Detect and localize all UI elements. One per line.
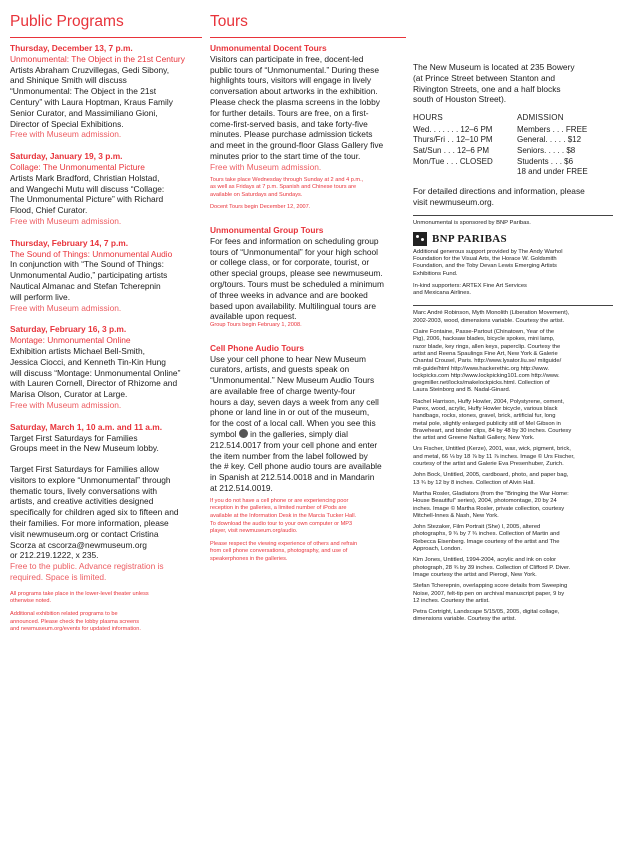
hours-heading: HOURS (413, 113, 443, 123)
text-line: courtesy of the artist and Galerie Eva Presenhuber, Zurich. (413, 461, 564, 468)
section-divider (210, 37, 406, 38)
text-line: Foundation, and the Toby Devan Lewis Emerging Artists (413, 263, 557, 270)
text-line: Mitchell-Innes & Nash, New York. (413, 512, 499, 519)
credit-entry (413, 524, 613, 553)
text-line: Tours take place Wednesday through Sunday at 2 and 4 p.m., (210, 176, 364, 183)
text-line: are available free of charge twenty-four (210, 385, 356, 396)
event-item (10, 151, 202, 233)
bnp-paribas-logo-icon (413, 232, 427, 246)
audio-tours-section (210, 343, 406, 564)
text-line: for the cost of a local call. When you see this (210, 418, 376, 429)
text-line: speakerphones in the galleries. (210, 556, 288, 563)
docent-tours-section (210, 43, 406, 212)
text-line: Senior Curator, and Massimiliano Gioni, (10, 107, 158, 118)
text-line: (at Prince Street between Stanton and (413, 72, 555, 83)
text-line: Pig), 2006, hacksaw blades, bicycle spokes, mini lamp, (413, 336, 555, 343)
text-line: artist and Reena Spaulings Fine Art, New York & Galerie (413, 350, 558, 357)
programs-footer (10, 591, 202, 634)
text-line: Additional generous support provided by The Andy Warhol (413, 248, 563, 255)
event-item (10, 43, 202, 146)
text-line: and metal, 66 ⅛ by 18 ⅞ by 11 ⅞ inches. Image © Urs Fischer, (413, 453, 575, 460)
text-line: For fees and information on scheduling group (210, 235, 379, 246)
text-line: Urs Fischer, Untitled (Kerze), 2001, wax, wick, pigment, brick, (413, 446, 571, 453)
text-line: Image courtesy the artist and Pierogi, New York. (413, 571, 537, 578)
text-line: Group Tours begin February 1, 2008. (210, 322, 302, 329)
text-line: will discuss “Montage: Unmonumental Online” (10, 367, 181, 378)
text-line: Groups meet in the New Museum lobby. (10, 443, 159, 454)
text-line: required. Space is limited. (10, 572, 107, 583)
admission-row: Members . . . FREE (517, 124, 588, 134)
event-title: Collage: The Unmonumental Picture (10, 161, 145, 172)
event-description (10, 173, 202, 216)
admission-row: Students . . . $6 (517, 156, 574, 166)
text-line: player, visit newmuseum.org/audio. (210, 528, 298, 535)
text-line: Parex, wood, acrylic, Huffy Howler bicycle, various black (413, 405, 558, 412)
text-line: 12 inches. Courtesy the artist. (413, 597, 490, 604)
docent-tours-text (210, 54, 406, 162)
text-line: Martha Rosler, Gladiators (from the “Bringing the War Home: (413, 490, 569, 497)
sponsor-name: BNP PARIBAS (432, 232, 507, 245)
admission-row: General. . . . . $12 (517, 135, 582, 145)
docent-tours-schedule (210, 177, 406, 212)
text-line: Additional exhibition related programs to be (10, 611, 118, 618)
text-line: Approach, London. (413, 546, 462, 553)
admission-heading: ADMISSION (517, 113, 564, 123)
audio-tours-text (210, 354, 406, 494)
text-line: photographs, 9 ¾ by 7 ¾ inches. Collection of Martin and (413, 531, 560, 538)
text-line: All programs take place in the lower-level theater unless (10, 590, 149, 597)
credit-entry (413, 491, 613, 520)
text-line: artists, and creative activities designed (10, 496, 154, 507)
text-line: Please respect the viewing experience of others and refrain (210, 540, 358, 547)
text-line: inches. Image © Martha Rosler, private collection, courtesy (413, 505, 565, 512)
text-line: Please check the plasma screens in the lobby (210, 96, 380, 107)
text-line: Marc André Robinson, Myth Monolith (Liberation Movement), (413, 310, 570, 317)
families-description (10, 464, 202, 561)
text-line: available on Saturdays and Sundays. (210, 191, 303, 198)
text-line: Scorza at cscorza@newmuseum.org (10, 539, 147, 550)
directions-text (413, 186, 613, 208)
support-credits (413, 249, 613, 298)
text-line: tours of “Unmonumental” for your high school (210, 246, 379, 257)
text-line: dimensions variable. Courtesy the artist. (413, 616, 517, 623)
text-line: come-first-served basis, and take forty-five (210, 118, 368, 129)
text-line: minutes prior to the start time of the tour. (210, 150, 361, 161)
audio-tours-heading: Cell Phone Audio Tours (210, 342, 304, 353)
group-tours-text (210, 236, 406, 322)
text-line: at 212.514.0019. (210, 483, 273, 494)
sponsor-logo (413, 232, 613, 246)
text-line: Stefan Tcherepnin, overlapping score details from Sweeping (413, 583, 568, 590)
text-line: will perform live. (10, 291, 71, 302)
text-line: Rachel Harrison, Huffy Howler, 2004, Polystyrene, cement, (413, 398, 565, 405)
text-line: Flood, Chief Curator. (10, 205, 88, 216)
credit-entry (413, 472, 613, 487)
event-title: Unmonumental: The Object in the 21st Century (10, 53, 185, 64)
text-line: available at the Information Desk in the Marcia Tucker Hall. (210, 513, 357, 520)
credit-entry (413, 329, 613, 395)
text-line: Free to the public. Advance registration is (10, 561, 164, 572)
text-line: Kim Jones, Untitled, 1994-2004, acrylic and ink on color (413, 557, 557, 564)
event-title: Montage: Unmonumental Online (10, 335, 131, 346)
text-line: lockpicks.com http://www.lockpicking101.com http://www. (413, 372, 560, 379)
text-line: Exhibitions Fund. (413, 270, 458, 277)
text-line: org/tours. Tours must be scheduled a minimum (210, 278, 384, 289)
text-line: Noise, 2007, felt-tip pen on archival manuscript paper, 9 by (413, 590, 565, 597)
credit-entry (413, 583, 613, 605)
text-line: In-kind supporters: ARTEX Fine Art Services (413, 282, 527, 289)
event-list (10, 43, 202, 460)
text-line: minutes. Please purchase admission tickets (210, 129, 373, 140)
event-note: Free with Museum admission. (10, 215, 122, 226)
public-programs-title: Public Programs (10, 13, 124, 30)
text-line: public tours of “Unmonumental.” During these (210, 64, 379, 75)
families-note (10, 561, 202, 583)
text-line: highlights tours, visitors will engage in lively (210, 75, 372, 86)
sponsor-line: Unmonumental is sponsored by BNP Paribas. (413, 220, 531, 227)
text-line: phone or land line in or out of the museum, (210, 407, 370, 418)
text-line: “Unmonumental: The Object in the 21st (10, 86, 157, 97)
event-title: The Sound of Things: Unmonumental Audio (10, 248, 173, 259)
event-description (10, 433, 202, 455)
event-description (10, 259, 202, 302)
text-line: specifically for children aged six to fifteen and (10, 507, 179, 518)
text-line: To download the audio tour to your own computer or MP3 (210, 520, 353, 527)
text-line: visitors to explore “Unmonumental” through (10, 474, 171, 485)
event-date: Saturday, February 16, 3 p.m. (10, 324, 127, 335)
text-line: John Stezaker, Film Portrait (She) I, 2005, altered (413, 524, 541, 531)
text-line: The New Museum is located at 235 Bowery (413, 62, 575, 72)
text-line: visit newmuseum.org. (413, 196, 494, 207)
text-line: conversation about artworks in the exhibition. (210, 86, 378, 97)
public-programs-column (10, 0, 202, 634)
event-date: Thursday, February 14, 7 p.m. (10, 237, 129, 248)
text-line: Marisa Olson, Curator at Large. (10, 389, 128, 400)
event-date: Thursday, December 13, 7 p.m. (10, 43, 133, 53)
text-line: the item number from the label followed by (210, 450, 368, 461)
hours-row: Mon/Tue . . . CLOSED (413, 156, 493, 166)
text-line: otherwise noted. (10, 598, 52, 605)
text-line: and Shinique Smith will discuss (10, 75, 127, 86)
cell-phone-symbol-icon (239, 429, 248, 438)
info-column (413, 62, 613, 628)
text-line: Docent Tours begin December 12, 2007. (210, 204, 311, 211)
text-line: from cell phone conversations, photography, and use of (210, 548, 348, 555)
event-item (10, 422, 202, 460)
text-line: Rivington Streets, one and a half blocks (413, 83, 561, 94)
text-line: their families. For more information, please (10, 518, 169, 529)
text-line: “Unmonumental.” New Museum Audio Tours (210, 375, 375, 386)
event-item (10, 324, 202, 416)
docent-tours-heading: Unmonumental Docent Tours (210, 43, 327, 53)
text-line: available upon request. (210, 311, 297, 322)
event-description (10, 65, 202, 130)
tours-column (210, 0, 406, 564)
group-tours-start (210, 322, 406, 330)
text-line: Century” with Laura Hoptman, Kraus Family (10, 96, 173, 107)
image-credits (413, 310, 613, 623)
text-line: south of Houston Street). (413, 94, 507, 105)
text-line: with Lauren Cornell, Director of Rhizome and (10, 378, 178, 389)
text-line: handbags, rocks, stones, gravel, brick, artificial fur, long (413, 413, 556, 420)
text-line: 212.514.0017 from your cell phone and enter (210, 439, 378, 450)
event-date: Saturday, January 19, 3 p.m. (10, 151, 123, 162)
docent-tours-note: Free with Museum admission. (210, 161, 322, 172)
event-date: Saturday, March 1, 10 a.m. and 11 a.m. (10, 421, 163, 432)
text-line: 2002-2003, wood, dimensions variable. Courtesy the artist. (413, 317, 565, 324)
text-line: the artist and Greene Naftali Gallery, New York. (413, 435, 535, 442)
museum-location (413, 62, 613, 105)
text-fragment: in the galleries, simply dial (247, 429, 348, 440)
text-line (210, 429, 406, 440)
text-line: Jessica Ciocci, and Kenneth Tin-Kin Hung (10, 356, 166, 367)
text-line: For detailed directions and information, please (413, 185, 585, 196)
text-line: reception in the galleries, a limited number of iPods are (210, 505, 347, 512)
text-line: Nautical Almanac and Stefan Tcherepnin (10, 280, 161, 291)
event-item (10, 238, 202, 320)
event-note: Free with Museum admission. (10, 129, 122, 140)
text-line: metal pole, slightly enlarged publicity still of Mel Gibson in (413, 420, 561, 427)
text-line: In conjunction with “The Sound of Things: (10, 259, 164, 270)
text-line: in Spanish at 212.514.0018 and in Mandarin (210, 472, 375, 483)
text-line: and Wangechi Mutu will discuss “Collage: (10, 183, 165, 194)
text-line: visit newmuseum.org or contact Cristina (10, 528, 159, 539)
credit-entry (413, 446, 613, 468)
text-line: Claire Fontaine, Passe-Partout (Chinatown, Year of the (413, 329, 555, 336)
text-line: of three weeks in advance and are booked (210, 289, 368, 300)
text-line: razor blade, key rings, allen keys, paperclip. Courtesy the (413, 343, 561, 350)
text-line: announced. Please check the lobby plasma screens (10, 618, 140, 625)
hours-list (413, 125, 509, 167)
text-line: curators, artists, and guests speak on (210, 364, 350, 375)
credit-entry (413, 310, 613, 325)
text-line: Artists Abraham Cruzvillegas, Gedi Sibony, (10, 64, 170, 75)
text-line: Petra Cortright, Landscape 5/15/05, 2005, digital collage, (413, 609, 560, 616)
admission-list (517, 125, 613, 178)
text-line: thematic tours, lively conversations with (10, 485, 158, 496)
text-line: or college class, or for corporate, tourist, or (210, 257, 370, 268)
hours-row: Sat/Sun . . . 12–6 PM (413, 145, 490, 155)
text-line: gregmiller.net/locks/makelockpicks.html. Collection of (413, 380, 550, 387)
tours-title: Tours (210, 13, 248, 30)
text-line: and meet in the ground-floor Glass Gallery five (210, 140, 384, 151)
text-line: Laura Steinborg and B. Nadal-Ginard. (413, 387, 511, 394)
text-line: Foundation for the Visual Arts, the Horace W. Goldsmith (413, 255, 557, 262)
text-line: other special groups, please see newmuseum. (210, 268, 383, 279)
text-line: House Beautiful” series), 2004, photomontage, 20 by 24 (413, 498, 557, 505)
hours-row: Wed. . . . . . . 12–6 PM (413, 124, 493, 134)
event-note: Free with Museum admission. (10, 302, 122, 313)
audio-tours-notes (210, 498, 406, 564)
event-description (10, 346, 202, 400)
text-line: The Unmonumental Picture” with Richard (10, 194, 164, 205)
event-note: Free with Museum admission. (10, 399, 122, 410)
text-line: as well as Fridays at 7 p.m. Spanish and Chinese tours are (210, 184, 357, 191)
text-line: Braveheart, and binder clips, 84 by 48 by 30 inches. Courtesy (413, 427, 572, 434)
text-line: Exhibition artists Michael Bell-Smith, (10, 345, 145, 356)
text-line: or 212.219.1222, x 235. (10, 550, 99, 561)
credit-entry (413, 557, 613, 579)
text-line: Visitors can participate in free, docent-led (210, 53, 364, 64)
text-line: John Bock, Untitled, 2005, cardboard, photo, and paper bag, (413, 472, 569, 479)
text-line: Rebecca Eisenberg. Image courtesy of the artist and The (413, 538, 560, 545)
credit-entry (413, 399, 613, 443)
group-tours-section (210, 225, 406, 330)
hours-row: Thurs/Fri . . 12–10 PM (413, 135, 493, 145)
text-line: for further details. Tours are free, on a first- (210, 107, 369, 118)
text-fragment: symbol (210, 429, 239, 440)
text-line: If you do not have a cell phone or are experiencing poor (210, 497, 349, 504)
admission-row: Seniors. . . . . $8 (517, 145, 576, 155)
text-line: and Mexicana Airlines. (413, 290, 471, 297)
admission-row: 18 and under FREE (517, 167, 588, 177)
text-line: mit-guide/html http://www.hackerethic.org http://www. (413, 365, 549, 372)
credit-entry (413, 609, 613, 624)
text-line: based upon availability. Multilingual tours are (210, 300, 377, 311)
hours-admission-table (413, 113, 613, 178)
text-line: Target First Saturdays for Families (10, 432, 138, 443)
text-line: and newmuseum.org/events for updated information. (10, 626, 141, 633)
group-tours-heading: Unmonumental Group Tours (210, 224, 324, 235)
text-line: the # key. Cell phone audio tours are available (210, 461, 382, 472)
text-line: Chantal Crousel, Paris. http://www.lysator.liu.se/ mitguide/ (413, 358, 562, 365)
text-line: Artists Mark Bradford, Christian Holstad, (10, 172, 160, 183)
text-line: Use your cell phone to hear New Museum (210, 353, 366, 364)
text-line: Target First Saturdays for Families allow (10, 464, 159, 475)
text-line: photograph, 28 ¾ by 39 inches. Collection of Clifford P. Diver. (413, 564, 571, 571)
text-line: Director of Special Exhibitions. (10, 118, 124, 129)
text-line: Unmonumental Audio,” participating artists (10, 270, 168, 281)
section-divider (10, 37, 202, 38)
text-line: hours a day, seven days a week from any cell (210, 396, 379, 407)
text-line: 13 ¾ by 12 by 8 inches. Collection of Alvin Hall. (413, 479, 535, 486)
